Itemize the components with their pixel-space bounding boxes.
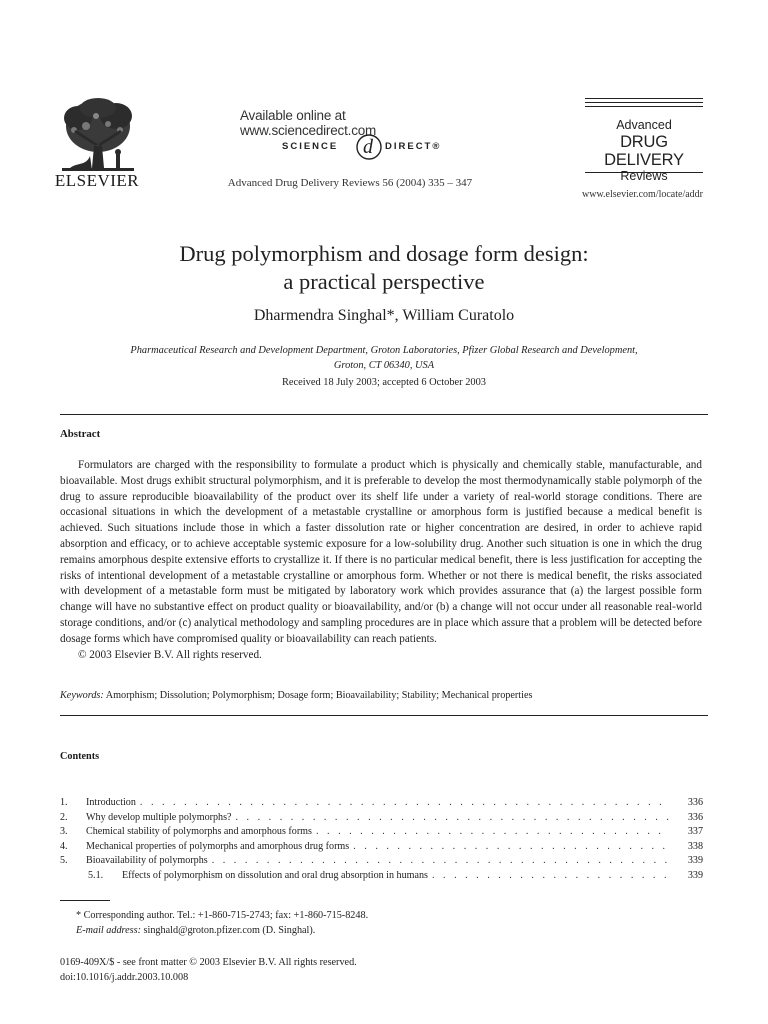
- toc-page: 338: [687, 840, 703, 852]
- toc-page: 336: [687, 797, 703, 808]
- journal-url: www.elsevier.com/locate/addr: [582, 189, 703, 200]
- toc-label: Why develop multiple polymorphs?: [86, 811, 232, 823]
- keywords-label: Keywords:: [60, 690, 104, 701]
- toc-number: 1.: [60, 797, 68, 808]
- sciencedirect-logo: [282, 130, 472, 162]
- table-of-contents: [60, 797, 703, 884]
- toc-subitem[interactable]: [60, 870, 703, 885]
- title-line-2: a practical perspective: [283, 269, 485, 294]
- toc-label: Effects of polymorphism on dissolution and oral drug absorption in humans: [122, 869, 428, 881]
- article-title: [60, 240, 708, 296]
- abstract-heading: Abstract: [60, 428, 101, 440]
- received-dates: Received 18 July 2003; accepted 6 October 2003: [282, 377, 486, 388]
- toc-number: 4.: [60, 840, 68, 852]
- toc-number: 5.: [60, 855, 68, 866]
- abstract-body: Formulators are charged with the responsibility to formulate a product which is physically and chemically stable, manufacturable, and bioavailable. Most drugs exhibit structural polymorphism, and it is preferable to develop the most thermodynamically stable polymorph of the drug to assure reproducible bioavailability of the product over its shelf life under a variety of real-world storage conditions. There are occasional situations in which the development of a metastable crystalline or amorphous form is justified because a medical benefit is achieved. Such situations include those in which a faster dissolution rate or higher concentration are desired, in order to achieve rapid absorption and efficacy, or to achieve acceptable systemic exposure for a low-solubility drug. Another such situation is one in which the drug remains amorphous despite extensive efforts to crystallize it. If there is no particular medical benefit, there is less justification for accepting the risks of intentional development of a metastable crystalline or amorphous form. Whether or not there is medical benefit, the risks associated with development of a metastable form must be mitigated by laboratory work which provides assurance that (a) the largest possible form change will have no substantive effect on product quality or bioavailability, and/or (b) a change will not occur under all reasonable real-world storage conditions, and/or (c) analytical methodology and sampling procedures are in place which assure that a problem will be detected before dosage forms which have compromised quality or bioavailability can reach patients.: [60, 459, 702, 645]
- affiliation-line-1: Pharmaceutical Research and Development Department, Groton Laboratories, Pfizer Global Research and Development,: [130, 345, 638, 356]
- journal-logo-top-rules: [585, 98, 703, 110]
- doi-line[interactable]: doi:10.1016/j.addr.2003.10.008: [60, 972, 189, 983]
- toc-label: Bioavailability of polymorphs: [86, 855, 208, 866]
- contents-heading: Contents: [60, 751, 100, 762]
- email-address[interactable]: singhald@groton.pfizer.com (D. Singhal).: [143, 925, 316, 936]
- toc-page: 339: [687, 855, 703, 866]
- available-online-text: Available online at www.sciencedirect.com: [240, 108, 377, 138]
- toc-label: Mechanical properties of polymorphs and amorphous drug forms: [86, 840, 350, 852]
- front-matter: [60, 955, 708, 985]
- abstract: [60, 458, 702, 663]
- issn-line: 0169-409X/$ - see front matter © 2003 Elsevier B.V. All rights reserved.: [60, 957, 357, 968]
- journal-logo-line1: Advanced: [616, 118, 672, 132]
- toc-page: 339: [687, 869, 703, 881]
- toc-leader: [236, 812, 670, 823]
- toc-page: 336: [687, 811, 703, 823]
- keywords-text: Amorphism; Dissolution; Polymorphism; Dosage form; Bioavailability; Stability; Mechanical properties: [105, 690, 533, 701]
- toc-number: 3.: [60, 826, 68, 837]
- toc-item[interactable]: [60, 797, 703, 812]
- authors: Dharmendra Singhal*, William Curatolo: [253, 307, 515, 324]
- divider-bottom: [60, 715, 708, 716]
- keywords: [60, 690, 708, 701]
- sciencedirect-right-word: DIRECT®: [385, 141, 442, 152]
- toc-page: 337: [687, 826, 703, 837]
- journal-logo-line3: Reviews: [620, 169, 668, 183]
- email-line: [60, 923, 708, 938]
- toc-item[interactable]: [60, 841, 703, 856]
- toc-item[interactable]: [60, 855, 703, 870]
- elsevier-wordmark: ELSEVIER: [54, 171, 140, 190]
- toc-leader: [212, 855, 669, 866]
- toc-leader: [353, 841, 669, 852]
- divider-top: [60, 414, 708, 415]
- toc-label: Chemical stability of polymorphs and amorphous forms: [86, 826, 312, 837]
- affiliation: [60, 343, 708, 373]
- journal-citation: Advanced Drug Delivery Reviews 56 (2004) 335 – 347: [227, 177, 473, 189]
- corresponding-author-note: * Corresponding author. Tel.: +1-860-715-2743; fax: +1-860-715-8248.: [76, 910, 369, 921]
- title-line-1: Drug polymorphism and dosage form design:: [179, 241, 589, 266]
- toc-item[interactable]: [60, 826, 703, 841]
- sciencedirect-left-word: SCIENCE: [282, 141, 339, 152]
- toc-number: 2.: [60, 811, 68, 823]
- toc-leader: [316, 826, 669, 837]
- footnote-rule: [60, 900, 110, 901]
- toc-number: 5.1.: [88, 869, 104, 881]
- svg-text:d: d: [363, 136, 373, 158]
- toc-label: Introduction: [86, 797, 136, 808]
- journal-logo-bottom-rule: [585, 172, 703, 176]
- toc-leader: [432, 870, 669, 881]
- abstract-copyright: © 2003 Elsevier B.V. All rights reserved.: [78, 648, 262, 661]
- affiliation-line-2: Groton, CT 06340, USA: [333, 360, 435, 371]
- toc-item[interactable]: [60, 812, 703, 827]
- journal-logo-line2: DRUG DELIVERY: [604, 133, 684, 169]
- toc-leader: [140, 797, 669, 808]
- footnote: [60, 908, 708, 938]
- email-label: E-mail address:: [76, 925, 141, 936]
